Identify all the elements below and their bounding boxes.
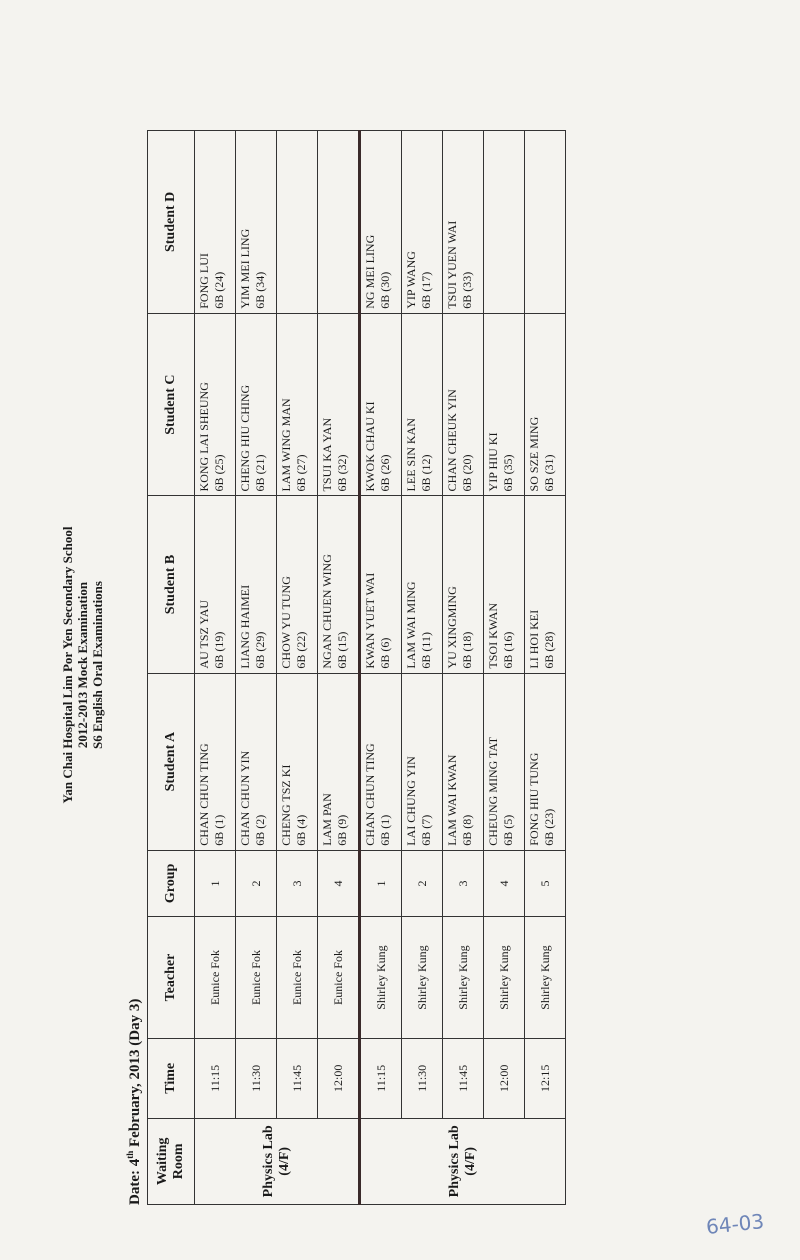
header-cell: Waiting Room bbox=[148, 1118, 195, 1204]
student-name: CHOW YU TUNG bbox=[279, 576, 293, 669]
teacher-cell: Eunice Fok bbox=[318, 917, 360, 1039]
table-row bbox=[525, 131, 566, 1205]
student-class: 6B (35) bbox=[501, 454, 515, 492]
table-row bbox=[402, 131, 443, 1205]
student-name: YIP HIU KI bbox=[486, 432, 500, 492]
student-b-cell bbox=[443, 496, 484, 673]
student-name: LAM WING MAN bbox=[279, 398, 293, 492]
student-name: NGAN CHUEN WING bbox=[320, 554, 334, 669]
waiting-room-cell: Physics Lab (4/F) bbox=[360, 1118, 566, 1204]
school-name: Yan Chai Hospital Lim Por Yen Secondary School bbox=[60, 526, 75, 804]
group-cell: 2 bbox=[236, 850, 277, 916]
header-cell: Time bbox=[148, 1038, 195, 1118]
student-class: 6B (23) bbox=[542, 808, 556, 846]
student-class: 6B (6) bbox=[378, 637, 392, 669]
student-class: 6B (18) bbox=[460, 631, 474, 669]
waiting-room-cell: Physics Lab (4/F) bbox=[195, 1118, 360, 1204]
student-a-cell bbox=[318, 673, 360, 850]
table-row bbox=[484, 131, 525, 1205]
teacher-cell: Shirley Kung bbox=[402, 917, 443, 1039]
student-b-cell bbox=[484, 496, 525, 673]
student-b-cell bbox=[195, 496, 236, 673]
student-class: 6B (24) bbox=[212, 271, 226, 309]
student-name: CHAN CHUN TING bbox=[363, 743, 377, 846]
exam-schedule-sheet bbox=[60, 125, 620, 1205]
student-class: 6B (34) bbox=[253, 271, 267, 309]
student-b-cell bbox=[318, 496, 360, 673]
time-cell: 11:15 bbox=[195, 1038, 236, 1118]
time-cell: 12:15 bbox=[525, 1038, 566, 1118]
student-class: 6B (27) bbox=[294, 454, 308, 492]
group-cell: 3 bbox=[277, 850, 318, 916]
teacher-cell: Shirley Kung bbox=[360, 917, 402, 1039]
student-name: CHENG HIU CHING bbox=[238, 384, 252, 492]
group-cell: 3 bbox=[443, 850, 484, 916]
student-d-cell bbox=[195, 131, 236, 314]
teacher-cell: Shirley Kung bbox=[443, 917, 484, 1039]
student-d-cell bbox=[402, 131, 443, 314]
student-d-cell bbox=[236, 131, 277, 314]
time-cell: 12:00 bbox=[484, 1038, 525, 1118]
student-c-cell bbox=[484, 313, 525, 496]
student-b-cell bbox=[525, 496, 566, 673]
student-class: 6B (32) bbox=[335, 454, 349, 492]
header-cell: Student A bbox=[148, 673, 195, 850]
student-c-cell bbox=[236, 313, 277, 496]
student-d-cell bbox=[318, 131, 360, 314]
exam-title: 2012-2013 Mock Examination bbox=[75, 581, 90, 749]
time-cell: 12:00 bbox=[318, 1038, 360, 1118]
student-class: 6B (26) bbox=[378, 454, 392, 492]
student-name: KWOK CHAU KI bbox=[363, 401, 377, 492]
student-class: 6B (20) bbox=[460, 454, 474, 492]
student-b-cell bbox=[236, 496, 277, 673]
header-cell: Teacher bbox=[148, 917, 195, 1039]
student-b-cell bbox=[277, 496, 318, 673]
teacher-cell: Eunice Fok bbox=[195, 917, 236, 1039]
group-cell: 4 bbox=[318, 850, 360, 916]
time-cell: 11:30 bbox=[402, 1038, 443, 1118]
student-name: LAM PAN bbox=[320, 793, 334, 846]
table-row bbox=[195, 131, 236, 1205]
student-name: TSUI YUEN WAI bbox=[445, 220, 459, 309]
exam-date: Date: 4th February, 2013 (Day 3) bbox=[125, 998, 143, 1205]
group-cell: 2 bbox=[402, 850, 443, 916]
student-class: 6B (28) bbox=[542, 631, 556, 669]
student-c-cell bbox=[443, 313, 484, 496]
student-d-cell bbox=[360, 131, 402, 314]
student-name: YU XINGMING bbox=[445, 586, 459, 669]
student-name: LEE SIN KAN bbox=[404, 418, 418, 492]
student-d-cell bbox=[525, 131, 566, 314]
teacher-cell: Shirley Kung bbox=[484, 917, 525, 1039]
time-cell: 11:15 bbox=[360, 1038, 402, 1118]
student-a-cell bbox=[443, 673, 484, 850]
time-cell: 11:30 bbox=[236, 1038, 277, 1118]
student-name: LAM WAI KWAN bbox=[445, 754, 459, 846]
subject-title: S6 English Oral Examinations bbox=[90, 581, 105, 749]
header-cell: Student D bbox=[148, 131, 195, 314]
student-d-cell bbox=[443, 131, 484, 314]
student-name: AU TSZ YAU bbox=[197, 599, 211, 669]
student-c-cell bbox=[195, 313, 236, 496]
student-name: YIP WANG bbox=[404, 251, 418, 309]
schedule-body bbox=[195, 131, 566, 1205]
student-class: 6B (21) bbox=[253, 454, 267, 492]
student-c-cell bbox=[402, 313, 443, 496]
student-class: 6B (25) bbox=[212, 454, 226, 492]
header-cell: Student B bbox=[148, 496, 195, 673]
student-a-cell bbox=[360, 673, 402, 850]
student-name: YIM MEI LING bbox=[238, 228, 252, 309]
handwritten-note: 64-03 bbox=[704, 1209, 766, 1239]
header-row bbox=[148, 131, 195, 1205]
student-a-cell bbox=[277, 673, 318, 850]
student-class: 6B (4) bbox=[294, 814, 308, 846]
student-class: 6B (16) bbox=[501, 631, 515, 669]
student-name: CHAN CHEUK YIN bbox=[445, 389, 459, 492]
group-cell: 1 bbox=[360, 850, 402, 916]
student-name: KWAN YUET WAI bbox=[363, 572, 377, 669]
student-b-cell bbox=[402, 496, 443, 673]
student-a-cell bbox=[195, 673, 236, 850]
student-name: TSUI KA YAN bbox=[320, 417, 334, 492]
student-class: 6B (2) bbox=[253, 814, 267, 846]
student-name: SO SZE MING bbox=[527, 416, 541, 492]
student-class: 6B (19) bbox=[212, 631, 226, 669]
group-cell: 1 bbox=[195, 850, 236, 916]
table-row bbox=[318, 131, 360, 1205]
student-class: 6B (31) bbox=[542, 454, 556, 492]
student-name: LAM WAI MING bbox=[404, 581, 418, 669]
student-name: CHAN CHUN TING bbox=[197, 743, 211, 846]
table-row bbox=[236, 131, 277, 1205]
group-cell: 4 bbox=[484, 850, 525, 916]
student-d-cell bbox=[484, 131, 525, 314]
student-class: 6B (33) bbox=[460, 271, 474, 309]
student-a-cell bbox=[484, 673, 525, 850]
student-class: 6B (22) bbox=[294, 631, 308, 669]
table-row bbox=[277, 131, 318, 1205]
teacher-cell: Shirley Kung bbox=[525, 917, 566, 1039]
student-c-cell bbox=[318, 313, 360, 496]
student-name: CHEUNG MING TAT bbox=[486, 736, 500, 846]
student-class: 6B (11) bbox=[419, 632, 433, 669]
student-class: 6B (1) bbox=[212, 814, 226, 846]
student-class: 6B (9) bbox=[335, 814, 349, 846]
student-b-cell bbox=[360, 496, 402, 673]
group-cell: 5 bbox=[525, 850, 566, 916]
student-a-cell bbox=[525, 673, 566, 850]
student-c-cell bbox=[277, 313, 318, 496]
student-class: 6B (29) bbox=[253, 631, 267, 669]
student-name: FONG HIU TUNG bbox=[527, 752, 541, 846]
time-cell: 11:45 bbox=[277, 1038, 318, 1118]
student-name: LI HOI KEI bbox=[527, 609, 541, 669]
student-name: TSOI KWAN bbox=[486, 602, 500, 669]
student-name: KONG LAI SHEUNG bbox=[197, 382, 211, 492]
student-c-cell bbox=[360, 313, 402, 496]
student-class: 6B (8) bbox=[460, 814, 474, 846]
student-name: CHAN CHUN YIN bbox=[238, 750, 252, 846]
student-a-cell bbox=[402, 673, 443, 850]
student-c-cell bbox=[525, 313, 566, 496]
student-name: LIANG HAIMEI bbox=[238, 584, 252, 669]
student-class: 6B (7) bbox=[419, 814, 433, 846]
table-row bbox=[360, 131, 402, 1205]
student-name: LAI CHUNG YIN bbox=[404, 756, 418, 846]
student-class: 6B (30) bbox=[378, 271, 392, 309]
student-class: 6B (12) bbox=[419, 454, 433, 492]
student-name: NG MEI LING bbox=[363, 234, 377, 309]
teacher-cell: Eunice Fok bbox=[236, 917, 277, 1039]
table-row bbox=[443, 131, 484, 1205]
time-cell: 11:45 bbox=[443, 1038, 484, 1118]
student-name: CHENG TSZ KI bbox=[279, 764, 293, 846]
student-class: 6B (1) bbox=[378, 814, 392, 846]
student-class: 6B (15) bbox=[335, 631, 349, 669]
header-cell: Student C bbox=[148, 313, 195, 496]
student-a-cell bbox=[236, 673, 277, 850]
student-class: 6B (17) bbox=[419, 271, 433, 309]
teacher-cell: Eunice Fok bbox=[277, 917, 318, 1039]
student-d-cell bbox=[277, 131, 318, 314]
document-heading bbox=[60, 125, 105, 1205]
header-cell: Group bbox=[148, 850, 195, 916]
student-name: FONG LUI bbox=[197, 253, 211, 309]
schedule-table bbox=[147, 130, 566, 1205]
student-class: 6B (5) bbox=[501, 814, 515, 846]
